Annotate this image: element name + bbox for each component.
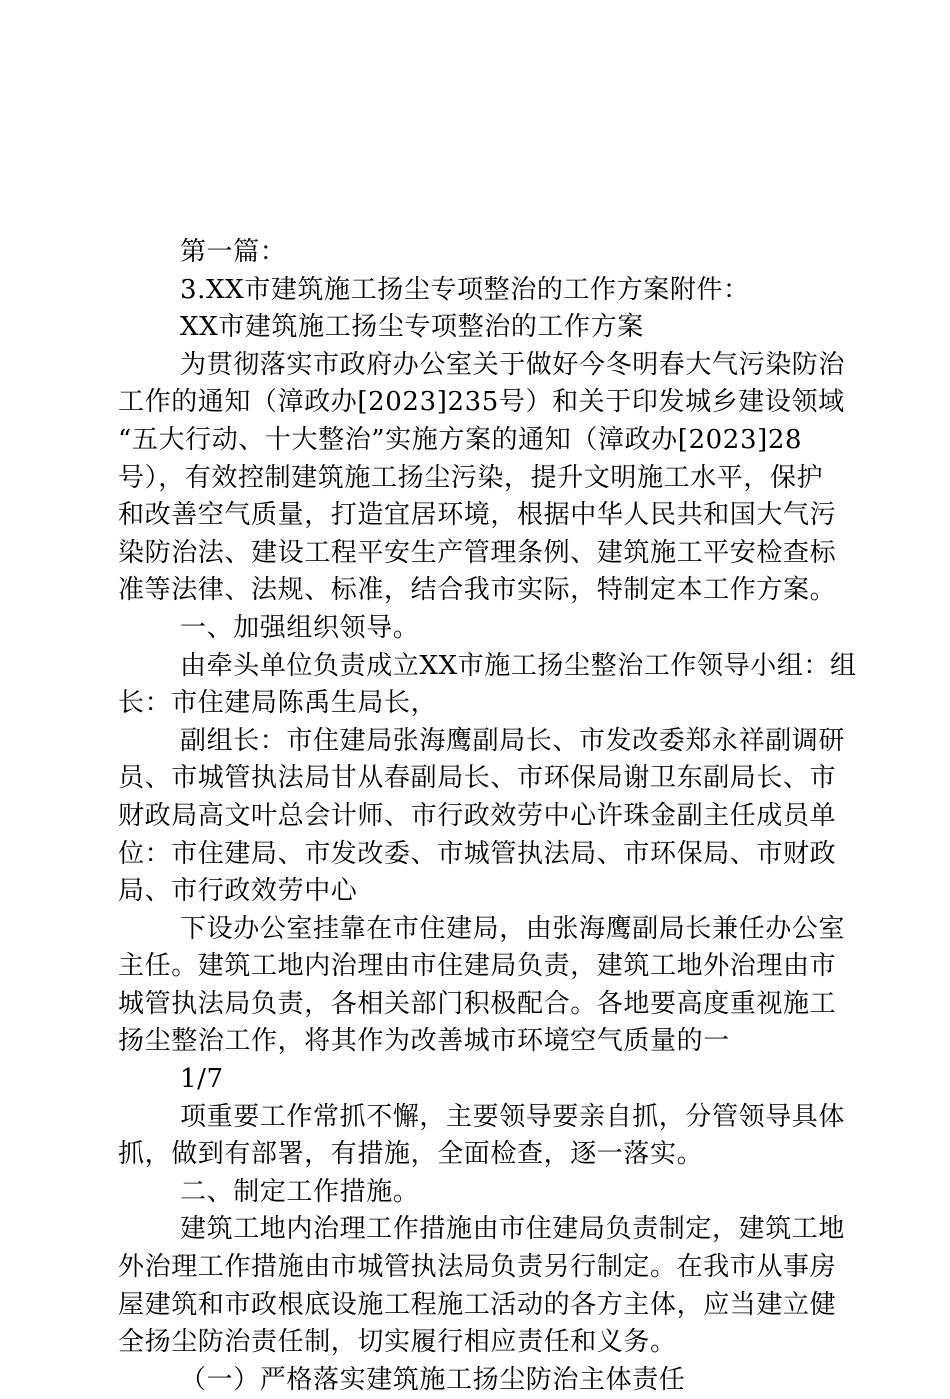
document-line: 一、加强组织领导。	[180, 612, 420, 643]
document-line: 1/7	[180, 1064, 224, 1095]
document-line: 副组长：市住建局张海鹰副局长、市发改委郑永祥副调研	[180, 725, 846, 756]
document-body	[118, 234, 857, 1399]
document-line: 号），有效控制建筑施工扬尘污染，提升文明施工水平，保护	[118, 462, 824, 493]
document-line: 屋建筑和市政根底设施工程施工活动的各方主体，应当建立健	[118, 1289, 837, 1320]
document-line: 下设办公室挂靠在市住建局，由张海鹰副局长兼任办公室	[180, 913, 846, 944]
document-line: 二、制定工作措施。	[180, 1176, 420, 1207]
document-line: 全扬尘防治责任制，切实履行相应责任和义务。	[118, 1327, 677, 1358]
document-line: 第一篇：	[180, 237, 287, 267]
document-line: 3.XX市建筑施工扬尘专项整治的工作方案附件：	[180, 274, 750, 305]
document-line: 建筑工地内治理工作措施由市住建局负责制定，建筑工地	[180, 1214, 846, 1245]
document-line: 抓，做到有部署，有措施，全面检查，逐一落实。	[118, 1139, 704, 1170]
document-line: 由牵头单位负责成立XX市施工扬尘整治工作领导小组：组	[180, 650, 857, 681]
document-line: “五大行动、十大整治”实施方案的通知（漳政办[2023]28	[118, 424, 803, 455]
document-line: 长：市住建局陈禹生局长，	[118, 688, 438, 719]
document-line: 染防治法、建设工程平安生产管理条例、建筑施工平安检查标	[118, 537, 837, 568]
document-line: 城管执法局负责，各相关部门积极配合。各地要高度重视施工	[118, 988, 837, 1019]
document-line: （一）严格落实建筑施工扬尘防治主体责任	[180, 1364, 686, 1395]
document-line: XX市建筑施工扬尘专项整治的工作方案	[180, 312, 644, 343]
document-line: 外治理工作措施由市城管执法局负责另行制定。在我市从事房	[118, 1252, 837, 1283]
document-line: 员、市城管执法局甘从春副局长、市环保局谢卫东副局长、市	[118, 763, 837, 794]
document-line: 主任。建筑工地内治理由市住建局负责，建筑工地外治理由市	[118, 951, 837, 982]
document-line: 局、市行政效劳中心	[118, 876, 358, 907]
document-line: 扬尘整治工作，将其作为改善城市环境空气质量的一	[118, 1026, 730, 1057]
document-line: 工作的通知（漳政办[2023]235号）和关于印发城乡建设领域	[118, 387, 845, 418]
document-line: 为贯彻落实市政府办公室关于做好今冬明春大气污染防治	[180, 349, 846, 380]
document-line: 项重要工作常抓不懈，主要领导要亲自抓，分管领导具体	[180, 1101, 846, 1132]
document-line: 和改善空气质量，打造宜居环境，根据中华人民共和国大气污	[118, 500, 837, 531]
document-line: 准等法律、法规、标准，结合我市实际，特制定本工作方案。	[118, 575, 837, 606]
document-line: 位：市住建局、市发改委、市城管执法局、市环保局、市财政	[118, 838, 837, 869]
document-line: 财政局高文叶总会计师、市行政效劳中心许珠金副主任成员单	[118, 800, 837, 831]
